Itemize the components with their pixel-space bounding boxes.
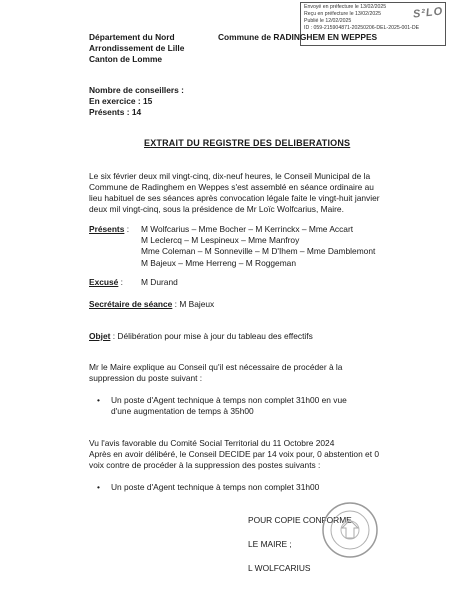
- counts-en-exercice: En exercice : 15: [89, 96, 153, 106]
- secretaire-row: [89, 299, 214, 310]
- objet-label: Objet: [89, 331, 111, 341]
- document-title: EXTRAIT DU REGISTRE DES DELIBERATIONS: [144, 138, 351, 148]
- header-administrative: [89, 32, 184, 65]
- stamp-line: Reçu en préfecture le 13/02/2025: [304, 11, 382, 17]
- mairie-seal-icon: [320, 500, 380, 560]
- excuse-colon: :: [118, 277, 123, 287]
- signature-copie: POUR COPIE CONFORME: [248, 515, 352, 525]
- counts-presents: Présents : 14: [89, 107, 142, 117]
- signature-maire: LE MAIRE ;: [248, 539, 292, 549]
- presents-colon: :: [124, 224, 130, 234]
- department: Département du Nord: [89, 32, 175, 42]
- bullet-text: Un poste d'Agent technique à temps non complet 31h00 en vue d'une augmentation de temps à 35h00: [111, 395, 347, 416]
- presents-heading: [89, 224, 129, 235]
- secretaire-value: M Bajeux: [179, 299, 215, 309]
- arrondissement: Arrondissement de Lille: [89, 43, 185, 53]
- canton: Canton de Lomme: [89, 54, 163, 64]
- stamp-line: Envoyé en préfecture le 13/02/2025: [304, 4, 387, 10]
- stamp-line: ID : 059-215904871-20250206-DEL-2025-001-DE: [304, 25, 420, 31]
- excuse-label: Excusé: [89, 277, 119, 287]
- presents-line: M Bajeux – Mme Herreng – M Roggeman: [141, 257, 297, 268]
- council-counts: [89, 85, 184, 118]
- objet-value: Délibération pour mise à jour du tableau des effectifs: [117, 331, 313, 341]
- bullet-text: Un poste d'Agent technique à temps non complet 31h00: [111, 482, 320, 492]
- avis-paragraph: Vu l'avis favorable du Comité Social Territorial du 11 Octobre 2024 Après en avoir délibéré, le Conseil DECIDE par 14 voix pour, 0 abstention et 0 voix contre de procéder à la suppression des postes suivants :: [89, 438, 380, 470]
- explication-paragraph: Mr le Maire explique au Conseil qu'il est nécessaire de procéder à la suppression du poste suivant :: [89, 362, 343, 383]
- presents-list: [141, 224, 375, 269]
- bullet-icon: •: [97, 395, 100, 405]
- presents-label: Présents: [89, 224, 125, 234]
- presents-line: M Leclercq – M Lespineux – Mme Manfroy: [141, 235, 300, 246]
- presents-line: Mme Coleman – M Sonneville – M D'Ihem – Mme Damblemont: [141, 246, 376, 257]
- objet-row: [89, 331, 313, 342]
- secretaire-label: Secrétaire de séance: [89, 299, 173, 309]
- bullet-icon: •: [97, 482, 100, 492]
- excuse-row: [89, 277, 123, 288]
- objet-colon: :: [110, 331, 118, 341]
- signature-name: L WOLFCARIUS: [248, 563, 311, 573]
- excuse-value: M Durand: [141, 277, 178, 287]
- intro-paragraph: Le six février deux mil vingt-cinq, dix-neuf heures, le Conseil Municipal de la Commune de Radinghem en Weppes s'est assemblé en séance ordinaire au lieu habituel de ses séances après convocation légale faite le vingt-huit janvier deux mil vingt-cinq, sous la présidence de Mr Loïc Wolfcarius, Maire.: [89, 171, 380, 214]
- stamp-mark: S²LO: [412, 5, 444, 21]
- stamp-line: Publié le 12/02/2025: [304, 18, 352, 24]
- secretaire-colon: :: [172, 299, 180, 309]
- presents-line: M Wolfcarius – Mme Bocher – M Kerrinckx – Mme Accart: [141, 224, 354, 234]
- commune-name: Commune de RADINGHEM EN WEPPES: [218, 32, 378, 42]
- counts-label: Nombre de conseillers :: [89, 85, 184, 95]
